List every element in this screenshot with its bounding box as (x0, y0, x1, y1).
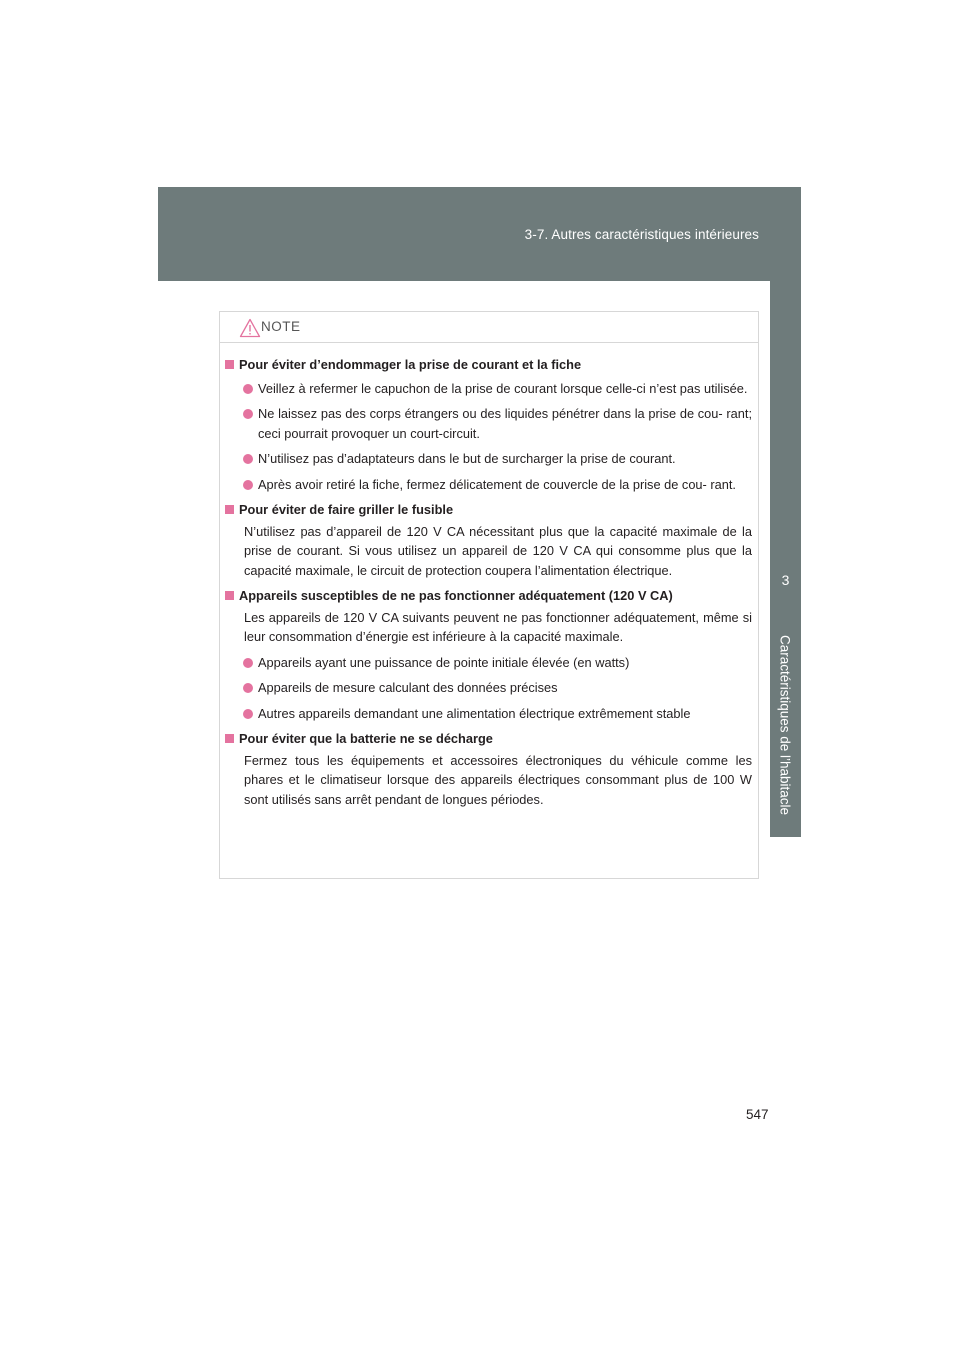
note-title: NOTE (261, 319, 301, 334)
bullet-item: Appareils de mesure calculant des données précises (225, 678, 752, 698)
bullet-item: N’utilisez pas d’adaptateurs dans le but de surcharger la prise de courant. (225, 449, 752, 469)
round-bullet-icon (243, 480, 253, 490)
section-paragraph: Fermez tous les équipements et accessoires électroniques du véhicule comme les phares et le climatiseur lorsque des appareils électriques consommant plus de 100 W sont utilisés sans arrêt pendant de longues périodes. (244, 752, 752, 807)
section-heading: Pour éviter d’endommager la prise de courant et la fiche (225, 355, 752, 375)
round-bullet-icon (243, 683, 253, 693)
header-band (158, 187, 801, 281)
bullet-item: Veillez à refermer le capuchon de la prise de courant lorsque celle-ci n’est pas utilisée. (225, 379, 752, 399)
round-bullet-icon (243, 409, 253, 419)
square-bullet-icon (225, 591, 234, 600)
square-bullet-icon (225, 360, 234, 369)
chapter-number-box (770, 555, 801, 609)
round-bullet-icon (243, 709, 253, 719)
bullet-item: Après avoir retiré la fiche, fermez délicatement de couvercle de la prise de cou- rant. (225, 475, 752, 495)
note-box (219, 311, 759, 879)
section-heading: Appareils susceptibles de ne pas fonctionner adéquatement (120 V CA) (225, 586, 752, 606)
note-header (220, 312, 758, 343)
section-paragraph: N’utilisez pas d’appareil de 120 V CA nécessitant plus que la capacité maximale de la prise de courant. Si vous utilisez un appareil de 120 V CA qui consomme plus que la capacité maximale, le circuit de protection coupera l’alimentation électrique. (244, 523, 752, 578)
round-bullet-icon (243, 454, 253, 464)
bullet-item: Ne laissez pas des corps étrangers ou des liquides pénétrer dans la prise de cou- rant; ceci pourrait provoquer un court-circuit. (225, 404, 752, 443)
bullet-item: Autres appareils demandant une alimentation électrique extrêmement stable (225, 704, 752, 724)
square-bullet-icon (225, 505, 234, 514)
round-bullet-icon (243, 384, 253, 394)
section-paragraph: Les appareils de 120 V CA suivants peuvent ne pas fonctionner adéquatement, même si leur consommation d’énergie est inférieure à la capacité maximale. (244, 609, 752, 644)
bullet-item: Appareils ayant une puissance de pointe initiale élevée (en watts) (225, 653, 752, 673)
page-number: 547 (746, 1107, 769, 1122)
note-body (220, 343, 758, 809)
warning-icon (239, 318, 261, 338)
square-bullet-icon (225, 734, 234, 743)
round-bullet-icon (243, 658, 253, 668)
chapter-number: 3 (781, 572, 790, 588)
section-title: 3-7. Autres caractéristiques intérieures (524, 227, 759, 242)
chapter-title: Caractéristiques de l’habitacle (777, 634, 793, 816)
section-heading: Pour éviter de faire griller le fusible (225, 500, 752, 520)
section-heading: Pour éviter que la batterie ne se décharge (225, 729, 752, 749)
